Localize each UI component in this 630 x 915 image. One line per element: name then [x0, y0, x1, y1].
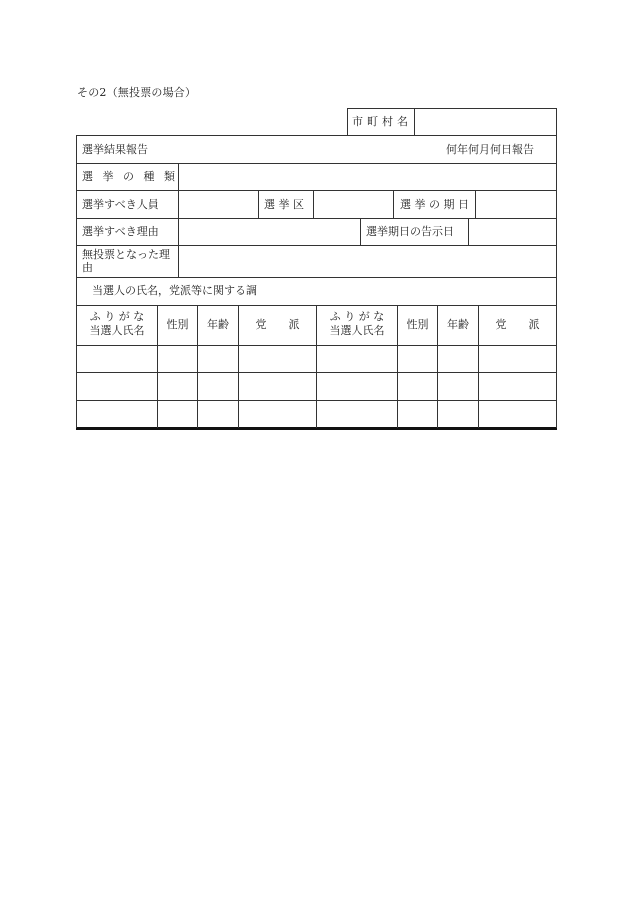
- notice-date-label: 選挙期日の告示日: [366, 225, 454, 238]
- furigana-header: ふ り が な: [329, 310, 385, 323]
- party-header: 党 派: [255, 318, 300, 331]
- divider: [556, 108, 557, 428]
- district-label: 選 挙 区: [264, 198, 304, 211]
- divider: [475, 190, 476, 218]
- divider: [76, 245, 556, 246]
- furigana-header: ふ り が な: [89, 310, 145, 323]
- divider: [360, 218, 361, 245]
- seats-label: 選挙すべき人員: [82, 198, 159, 211]
- municipality-label: 市町村名: [352, 115, 412, 128]
- divider: [178, 163, 179, 277]
- divider: [76, 218, 556, 219]
- party-header: 党 派: [495, 318, 540, 331]
- divider: [347, 108, 556, 109]
- divider: [76, 135, 77, 428]
- divider: [414, 108, 415, 135]
- election-type-label: 選 挙 の 種 類: [82, 170, 178, 183]
- form-heading: その2（無投票の場合）: [77, 86, 197, 99]
- divider: [393, 190, 394, 218]
- divider: [76, 190, 556, 191]
- gender-header: 性別: [406, 318, 429, 331]
- divider: [468, 218, 469, 245]
- age-header: 年齢: [207, 318, 229, 331]
- gender-header: 性別: [166, 318, 189, 331]
- divider: [313, 190, 314, 218]
- winner-name-header: 当選人氏名: [89, 324, 145, 337]
- divider: [347, 108, 348, 135]
- age-header: 年齢: [447, 318, 469, 331]
- divider: [76, 163, 556, 164]
- winner-name-header: 当選人氏名: [329, 324, 385, 337]
- report-title: 選挙結果報告: [82, 143, 148, 156]
- divider: [76, 277, 556, 278]
- candidate-section-title: 当選人の氏名，党派等に関する調: [92, 284, 257, 297]
- report-date: 何年何月何日報告: [446, 143, 534, 156]
- divider: [258, 190, 259, 218]
- divider: [76, 135, 556, 136]
- unopposed-reason-label: 無投票となった理由: [82, 248, 170, 274]
- reason-label: 選挙すべき理由: [82, 225, 159, 238]
- election-date-label: 選 挙 の 期 日: [400, 198, 469, 211]
